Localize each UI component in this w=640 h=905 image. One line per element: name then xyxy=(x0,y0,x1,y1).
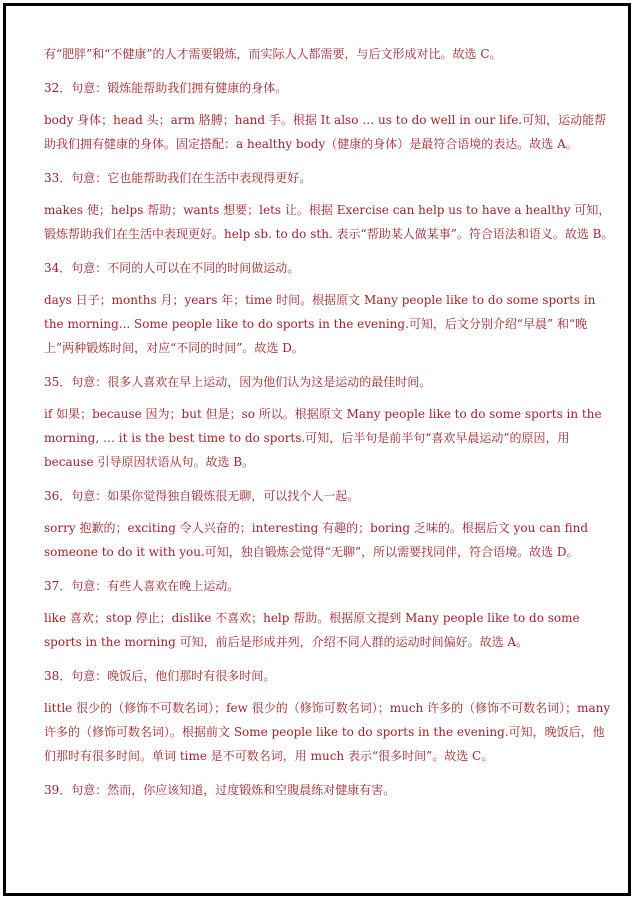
explanation-37: like 喜欢；stop 停止；dislike 不喜欢；help 帮助。根据原文提到 Many people like to do some sports in the morning 可知，前后是形成并列，介绍不同人群的运动时间偏好。故选 A。 xyxy=(44,611,580,649)
question-33-meaning: 33．句意：它也能帮助我们在生活中表现得更好。 xyxy=(44,171,312,185)
question-37-meaning: 37．句意：有些人喜欢在晚上运动。 xyxy=(44,579,240,593)
explanation-36: sorry 抱歉的；exciting 令人兴奋的；interesting 有趣的；boring 乏味的。根据后文 you can find someone to do it with you.可知，独自锻炼会觉得“无聊”，所以需要找同伴，符合语境。故选 D。 xyxy=(44,521,589,559)
explanation-34: days 日子；months 月；years 年；time 时间。根据原文 Many people like to do some sports in the morning... Some people like to do sports in the evening.可知，后文分别介绍“早晨” 和“晚上”两种锻炼时间，对应“不同的时间”。故选 D。 xyxy=(44,293,596,355)
explanation-38: little 很少的（修饰不可数名词）；few 很少的（修饰可数名词）；much 许多的（修饰不可数名词）；many 许多的（修饰可数名词）。根据前文 Some people like to do sports in the evening.可知，晚饭后，他们那时有很多时间。单词 time 是不可数名词，用 much 表示“很多时间”。故选 C。 xyxy=(44,701,611,763)
explanation-32: body 身体；head 头；arm 胳膊；hand 手。根据 It also … us to do well in our life.可知，运动能帮助我们拥有健康的身体。固定搭配：a healthy body（健康的身体）是最符合语境的表达。故选 A。 xyxy=(44,113,607,151)
question-32-meaning: 32．句意：锻炼能帮助我们拥有健康的身体。 xyxy=(44,81,288,95)
question-38-meaning: 38．句意：晚饭后，他们那时有很多时间。 xyxy=(44,669,276,683)
question-35-meaning: 35．句意：很多人喜欢在早上运动，因为他们认为这是运动的最佳时间。 xyxy=(44,375,432,389)
question-39-meaning: 39．句意：然而，你应该知道，过度锻炼和空腹晨练对健康有害。 xyxy=(44,783,396,797)
question-36-meaning: 36．句意：如果你觉得独自锻炼很无聊，可以找个人一起。 xyxy=(44,489,360,503)
page-frame xyxy=(3,3,631,896)
question-34-meaning: 34．句意：不同的人可以在不同的时间做运动。 xyxy=(44,261,300,275)
explanation-33: makes 使；helps 帮助；wants 想要；lets 让。根据 Exercise can help us to have a healthy 可知，锻炼帮助我们在生活中表现更好。help sb. to do sth. 表示“帮助某人做某事”。符合语法和语义。故选 B。 xyxy=(44,203,614,241)
explanation-35: if 如果；because 因为；but 但是；so 所以。根据原文 Many people like to do some sports in the morning, … it is the best time to do sports.可知，后半句是前半句“喜欢早晨运动”的原因，用 because 引导原因状语从句。故选 B。 xyxy=(44,407,602,469)
answer-explanations xyxy=(44,42,614,802)
explanation-31-tail: 有“肥胖”和“不健康”的人才需要锻炼，而实际人人都需要，与后文形成对比。故选 C。 xyxy=(44,47,502,61)
